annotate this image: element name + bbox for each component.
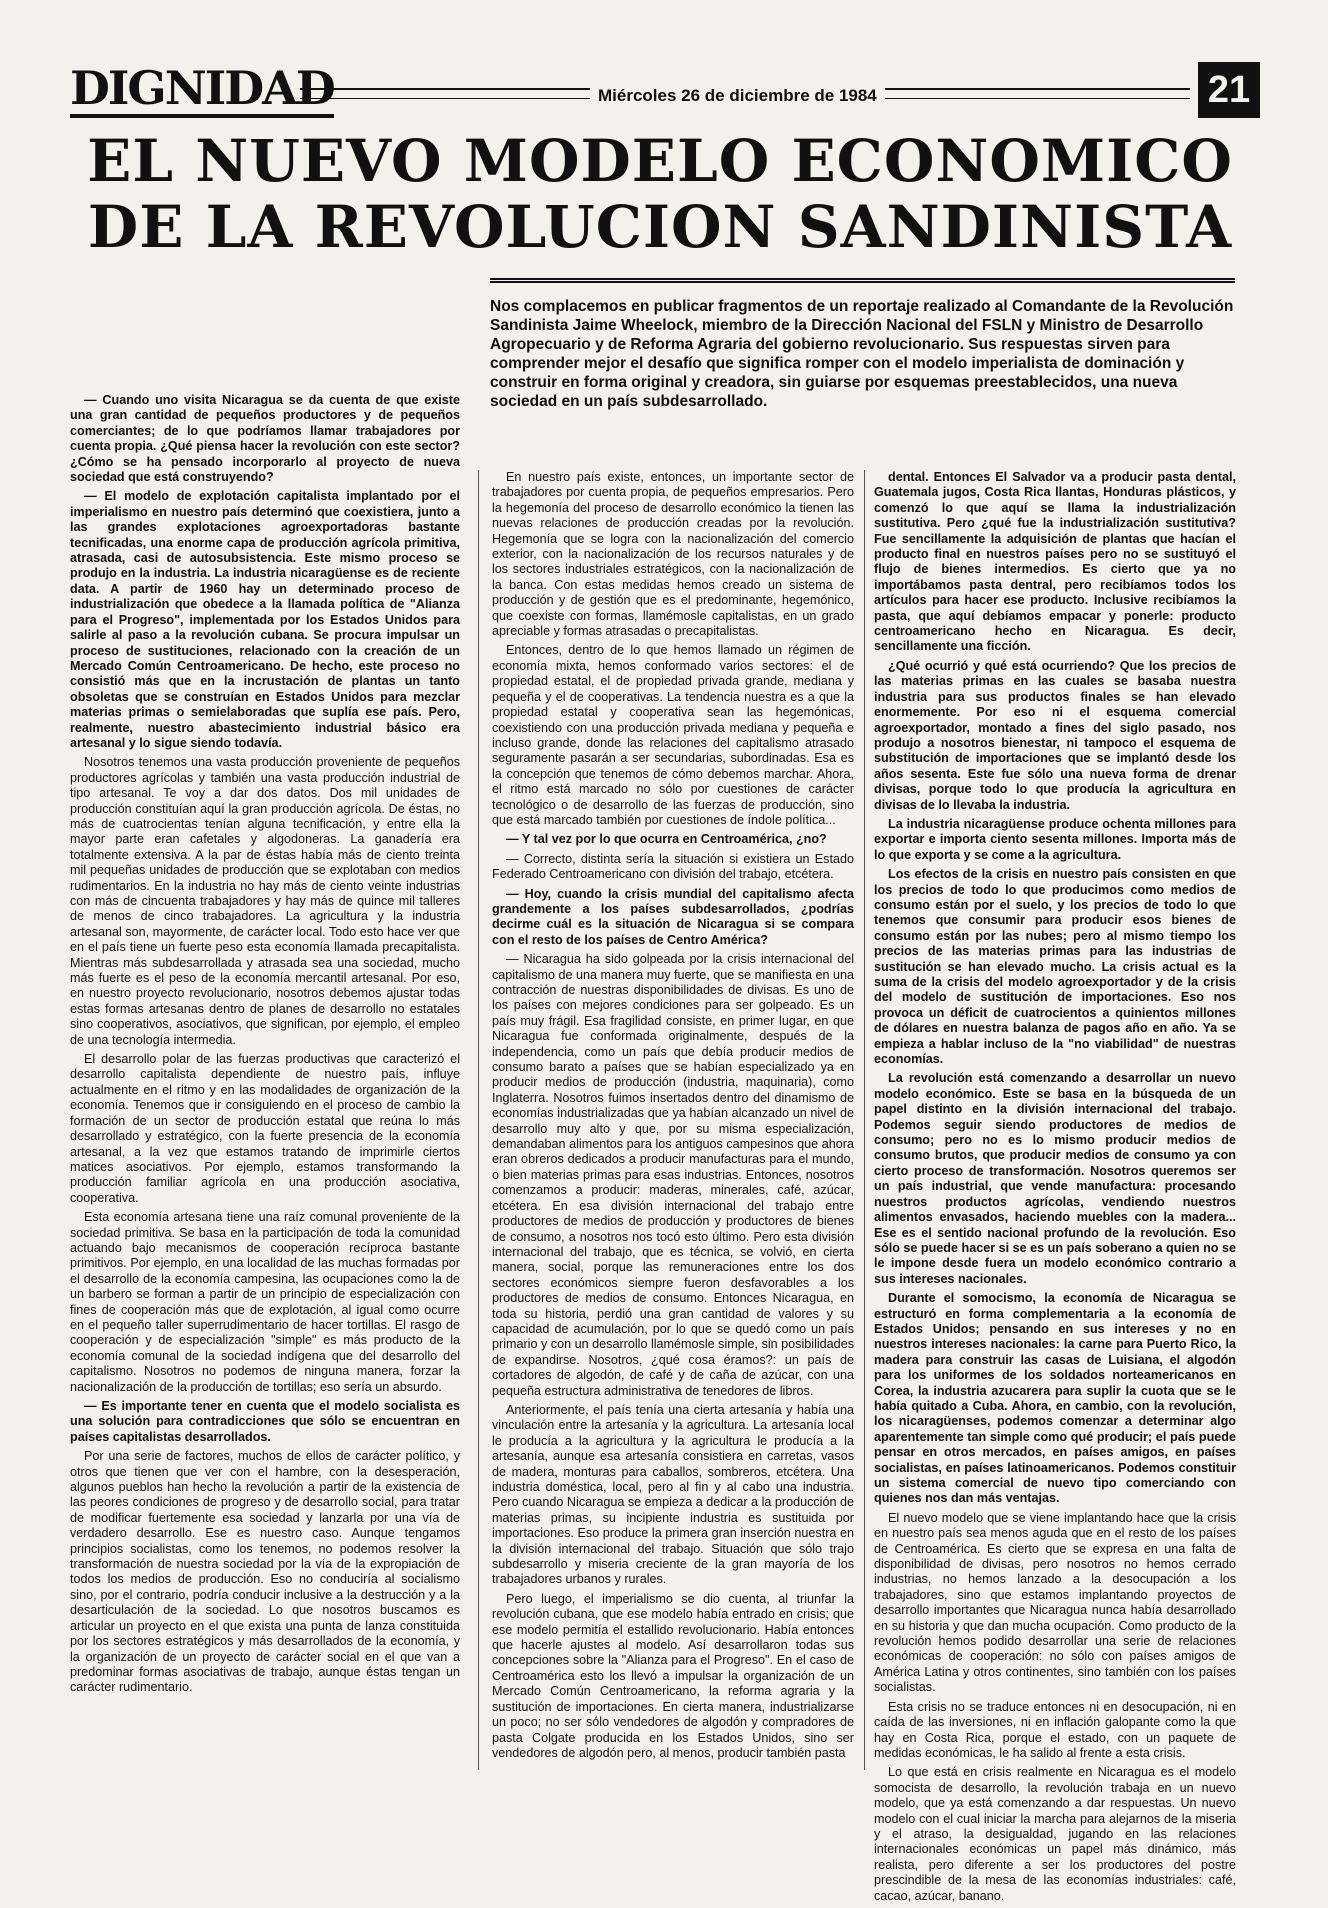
text-column-1 [70, 393, 460, 1700]
column-divider [478, 470, 479, 1770]
body-paragraph: Esta crisis no se traduce entonces ni en desocupación, ni en caída de las inversiones, ni en inflación galopante como la que hay en Costa Rica, porque el estado, con un paquete de medidas económicas, le ha salido al frente a esta crisis. [874, 1699, 1236, 1760]
headline-line-1: EL NUEVO MODELO ECONOMICO [87, 127, 1233, 195]
body-paragraph: Entonces, dentro de lo que hemos llamado un régimen de economía mixta, hemos conformado varios sectores: el de propiedad estatal, el de propiedad privada grande, mediana y pequeña y el de cooperativas. La tendencia nuestra es a que la propiedad estatal y cooperativa sean las hegemónicas, coexistiendo con una producción privada mediana y pequeña e incluso grande, donde las relaciones del capitalismo atrasado seguramente pasarán a ser secundarias, subordinadas. Esa es la concepción que tenemos de cómo debemos marchar. Ahora, el ritmo está marcado no sólo por cuestiones de carácter tecnológico o de desarrollo de las fuerzas de producción, sino que está marcado también por cuestiones de índole política... [492, 643, 854, 827]
newspaper-logo: DIGNIDAD [70, 62, 334, 118]
body-paragraph: Anteriormente, el país tenía una cierta artesanía y había una vinculación entre la artesanía y la agricultura. La artesanía local le producía a la agricultura y la agricultura le producía a la artesanía, aunque esa artesanía consistiera en carretas, vasos de madera, monturas para caballos, sombreros, etcétera. Una industria doméstica, local, pero al fin y al cabo una industria. Pero cuando Nicaragua se empieza a dedicar a la producción de materias primas, su incipiente industria es sustituida por importaciones. Eso produce la primera gran inserción nuestra en la división internacional del trabajo. Situación que sólo trajo subdesarrollo y miseria creciente de la gran mayoría de los trabajadores urbanos y rurales. [492, 1402, 854, 1587]
body-paragraph: La industria nicaragüense produce ochenta millones para exportar e importa ciento sesenta millones. Importa más de lo que exporta y se come a la agricultura. [874, 816, 1236, 862]
body-paragraph: Esta economía artesana tiene una raíz comunal proveniente de la sociedad primitiva. Se basa en la participación de toda la comunidad actuando bajo mecanismos de cooperación recíproca bastante primitivos. Por ejemplo, en una localidad de las muchas formadas por el desarrollo de la economía campesina, las ocupaciones como la de un barbero se forman a partir de un principio de especialización con fines de cooperación más que de explotación, al igual como ocurre en el pequeño taller superrudimentario de hacer tortillas. El rasgo de cooperación y de especialización "simple" es más producto de la economía comunal de la sociedad indígena que del desarrollo del capitalismo. Nosotros no podemos de ninguna manera, forzar la nacionalización de la producción de tortillas; eso sería un absurdo. [70, 1210, 460, 1394]
article-headline [70, 128, 1250, 260]
article-intro: Nos complacemos en publicar fragmentos de un reportaje realizado al Comandante de la Revolución Sandinista Jaime Wheelock, miembro de la Dirección Nacional del FSLN y Ministro de Desarrollo Agropecuario y de Reforma Agraria del gobierno revolucionario. Sus respuestas sirven para comprender mejor el desafío que significa romper con el modelo imperialista de dominación y construir en forma original y creadora, sin guiarse por esquemas preestablecidos, una nueva sociedad en un país subdesarrollado. [490, 278, 1235, 411]
page-number: 21 [1198, 62, 1260, 118]
question-paragraph: — Cuando uno visita Nicaragua se da cuenta de que existe una gran cantidad de pequeños productores y de pequeños comerciantes; de lo que podríamos llamar trabajadores por cuenta propia. ¿Qué piensa hacer la revolución con este sector? ¿Cómo se ha pensado incorporarlo al proyecto de nueva sociedad que está construyendo? [70, 393, 460, 485]
body-paragraph: El desarrollo polar de las fuerzas productivas que caracterizó el desarrollo capitalista dependiente de nuestro país, influye actualmente en el ritmo y en las modalidades de organización de la economía. Tenemos que ir consiguiendo en el proceso de cambio la formación de un sector de producción estatal que reúna lo más desarrollado y estratégico, con la fuerte presencia de la economía artesanal, a la vez que estamos tratando de imprimirle ciertos matices asociativos. Por ejemplo, estamos transformando la producción familiar agrícola en una producción asociativa, cooperativa. [70, 1052, 460, 1205]
body-paragraph: La revolución está comenzando a desarrollar un nuevo modelo económico. Este se basa en la búsqueda de un papel distinto en la división internacional del trabajo. Podemos seguir siendo productores de medios de consumo; pero no es lo mismo producir medios de consumo brutos, que producir medios de consumo ya con cierto proceso de transformación. Nosotros queremos ser un país industrial, que vende manufactura: procesando nuestros productos agrícolas, vendiendo nuestros alimentos envasados, haciendo muebles con la madera... Ese es el sentido nacional profundo de la revolución. Eso sólo se puede hacer si se es un país soberano a quien no se le impone desde fuera un modelo económico contrario a sus intereses nacionales. [874, 1071, 1236, 1286]
question-paragraph: — Hoy, cuando la crisis mundial del capitalismo afecta grandemente a los países subdesarrollados, ¿podrías decirme cuál es la situación de Nicaragua si se compara con el resto de los países de Centro América? [492, 886, 854, 947]
body-paragraph: dental. Entonces El Salvador va a producir pasta dental, Guatemala jugos, Costa Rica llantas, Honduras plásticos, y comenzó lo que aquí se llama la industrialización sustitutiva. Pero ¿qué fue la industrialización sustitutiva? Fue sencillamente la adquisición de plantas que hacían el producto final en nuestros países pero no se sustituyó el flujo de bienes intermedios. Es cierto que ya no importábamos pasta dentral, pero recibíamos todos los artículos para hacer ese producto. Inclusive recibíamos la pasta, que aquí debíamos empacar y ponerle: producto centroamericano hecho en Nicaragua. Es decir, sencillamente una ficción. [874, 470, 1236, 654]
masthead [70, 62, 1260, 120]
question-paragraph: — Es importante tener en cuenta que el modelo socialista es una solución para contradicciones que sólo se encuentran en países capitalistas desarrollados. [70, 1399, 460, 1444]
body-paragraph: Pero luego, el imperialismo se dio cuenta, al triunfar la revolución cubana, que ese modelo había entrado en crisis; que ese modelo permitía el estallido revolucionario. Había entonces que hacerle ajustes al modelo. Así desarrollaron todas sus concepciones sobre la "Alianza para el Progreso". En el caso de Centroamérica esto los llevó a impulsar la organización de un Mercado Común Centroamericano, la reforma agraria y la sustitución de importaciones. En cierta manera, industrializarse un poco; no ser sólo vendedores de algodón y compradores de pasta Colgate producida en los Estados Unidos, sino ser vendedores de algodón pero, al menos, producir también pasta [492, 1591, 854, 1760]
body-paragraph: Nosotros tenemos una vasta producción proveniente de pequeños productores agrícolas y también una vasta producción industrial de tipo artesanal. Te voy a dar dos datos. Dos mil unidades de producción constituían aquí la gran producción agrícola. De éstas, no más de cuatrocientas tenían alguna tecnificación, y entre ella la mayor parte eran cafetales y algodoneras. La ganadería era totalmente extensiva. A la par de éstas había más de ciento treinta mil pequeñas unidades de producción que se explotaban con medios rudimentarios. En la industria no hay más de ciento veinte industrias con más de cincuenta trabajadores y hay más de quince mil talleres de menos de cinco trabajadores. La agricultura y la industria artesanal son, mayormente, de carácter local. Todo esto hace ver que en el país tiene un fuerte peso esta economía llamada precapitalista. Mientras más subdesarrollada y atrasada sea una sociedad, mucho más fuerte es el peso de la economía mercantil artesanal. Por eso, en nuestro proyecto revolucionario, nosotros debemos ajustar todas estas formas artesanas dentro de planes de desarrollo no estatales sino cooperativos, asociativos, que significan, por ejemplo, el empleo de una tecnología intermedia. [70, 755, 460, 1047]
text-column-2 [492, 470, 854, 1765]
question-paragraph: — Y tal vez por lo que ocurra en Centroamérica, ¿no? [506, 832, 827, 847]
body-paragraph: ¿Qué ocurrió y qué está ocurriendo? Que los precios de las materias primas en las cuales se basaba nuestra industria para sus productos finales se han elevado enormemente. Por eso ni el esquema comercial agroexportador, montado a fines del siglo pasado, nos produjo a nosotros bienestar, ni tampoco el esquema de substitución de importaciones que se implantó desde los años sesenta. Este fue sólo una nueva forma de drenar divisas, porque todo lo que producía la agricultura en divisas de lo llevaba la industria. [874, 658, 1236, 812]
body-paragraph: — Nicaragua ha sido golpeada por la crisis internacional del capitalismo de una manera muy fuerte, que se manifiesta en una contracción de nuestras disponibilidades de divisas. Es uno de los países con mejores condiciones para ser golpeado. Es un país muy frágil. Esa fragilidad consiste, en primer lugar, en que Nicaragua fue conformada originalmente, después de la independencia, como un país que debía producir medios de consumo barato a países que se habían especializado ya en producir medios de producción (industria, maquinaria), como Inglaterra. Nosotros fuimos insertados dentro del dinamismo de economías industrializadas que ya habían alcanzado un nivel de desarrollo muy alto y que, por su misma especialización, demandaban alimentos para los antiguos campesinos que ahora eran obreros dedicados a producir manufacturas para el mundo, o bien materias primas para esas industrias. Entonces, nosotros comenzamos a producir: maderas, minerales, café, azúcar, etcétera. En esa división internacional del trabajo entre productores de medios de producción y productores de bienes de consumo, a nosotros nos tocó esto último. Pero esta división internacional del trabajo, que es técnica, se volvió, en cierta manera, social, porque las remuneraciones entre los dos sectores económicos siempre fueron desfavorables a los productores de medios de consumo. Entonces Nicaragua, en toda su historia, perdió una gran cantidad de valores y su capacidad de acumulación, por lo que se quedó como un país primario y con un desarrollo llamémosle simple, sin posibilidades de expandirse. Nosotros, ¿qué cosa éramos?: un país de cortadores de algodón, de café y de caña de azúcar, con una pequeña estructura administrativa de tenedores de libros. [492, 952, 854, 1398]
headline-line-2: DE LA REVOLUCION SANDINISTA [87, 193, 1233, 261]
body-paragraph: En nuestro país existe, entonces, un importante sector de trabajadores por cuenta propia, de pequeños empresarios. Pero la hegemonía del proceso de desarrollo económico la tienen las nuevas relaciones de producción creadas por la revolución. Hegemonía que se logra con la nacionalización del comercio exterior, con la nacionalización de los recursos naturales y de los sectores industriales estratégicos, con la nacionalización de la banca. Con estas medidas hemos creado un sistema de producción y de gestión que es el predominante, hegemónico, que coexiste con formas, llamémosle capitalistas, en un grado apreciable y formas atrasadas o precapitalistas. [492, 470, 854, 639]
body-paragraph: Los efectos de la crisis en nuestro país consisten en que los precios de todo lo que producimos como medios de consumo están por el suelo, y los precios de todo lo que tenemos que consumir para producir esos bienes de consumo están por las nubes; pero al mismo tiempo los precios de las materias primas para las industrias de sustitución se han elevado mucho. La crisis actual es la suma de la crisis del modelo agroexportador y de la crisis del modelo de sustitución de importaciones. Eso nos provoca un déficit de cuatrocientos a quinientos millones de dólares en nuestra balanza de pagos año en año. Ya se empieza a hablar incluso de la "no viabilidad" de nuestras economías. [874, 867, 1236, 1067]
body-paragraph: Por una serie de factores, muchos de ellos de carácter político, y otros que tienen que ver con el hambre, con la desesperación, algunos pueblos han hecho la revolución a partir de la existencia de las peores condiciones de progreso y de desarrollo social, para tratar de modificar fuertemente esa sociedad y lanzarla por una vía de verdadero desarrollo. Ese es nuestro caso. Aunque tengamos principios socialistas, como los tenemos, no podemos resolver la transformación de nuestra sociedad por la vía de la expropiación de todos los medios de producción. Eso no conduciría al socialismo sino, por el contrario, podría conducir inclusive a la destrucción y a la desarticulación de la sociedad. Lo que nosotros buscamos es articular un proyecto en el que exista una punta de lanza constituida por los sectores estratégicos y más desarrollados de la economía, y la organización de un proyecto de carácter social en el que van a predominar formas asociativas de trabajo, aunque éstas tengan un carácter rudimentario. [70, 1449, 460, 1695]
body-paragraph: — Correcto, distinta sería la situación si existiera un Estado Federado Centroamericano con división del trabajo, etcétera. [492, 851, 854, 882]
text-column-3 [874, 470, 1236, 1908]
issue-date: Miércoles 26 de diciembre de 1984 [590, 86, 885, 106]
body-paragraph: El nuevo modelo que se viene implantando hace que la crisis en nuestro país sea menos aguda que en el resto de los países de Centroamérica. Es cierto que se expresa en una falta de disponibilidad de divisas, pero nosotros no hemos cerrado industrias, no hemos lanzado a la desocupación a los trabajadores, sino que estamos implantando proyectos de desarrollo importantes que Nicaragua nunca había desarrollado en su historia y que dan mucha ocupación. Como producto de la revolución hemos podido desarrollar una serie de relaciones económicas de cooperación: no sólo con países amigos de América Latina y otros continentes, sino también con los países socialistas. [874, 1510, 1236, 1695]
body-paragraph: Durante el somocismo, la economía de Nicaragua se estructuró en forma complementaria a la economía de Estados Unidos; pensando en sus intereses y no en nuestros intereses nacionales: la carne para Puerto Rico, la madera para construir las casas de Luisiana, el algodón para los uniformes de los soldados norteamericanos en Corea, la industria azucarera para suplir la cuota que se le había quitado a Cuba. Ahora, en cambio, con la revolución, los nicaragüenses, podemos comenzar a determinar algo aparentemente tan simple como qué producir; el país puede pensar en otros mercados, en países amigos, en países socialistas, en países latinoamericanos. Podemos constituir un sistema comercial de nuevo tipo comerciando con quienes nos dan más ventajas. [874, 1291, 1236, 1506]
column-divider [864, 470, 865, 1770]
answer-paragraph: — El modelo de explotación capitalista implantado por el imperialismo en nuestro país determinó que coexistiera, junto a las grandes explotaciones agroexportadoras bastante tecnificadas, una enorme capa de producción agrícola primitiva, atrasada, casi de autosubsistencia. Este mismo proceso se produjo en la industria. La industria nicaragüense es de reciente data. A partir de 1960 hay un determinado proceso de industrialización que obedece a la llamada política de "Alianza para el Progreso", implementada por los Estados Unidos para salirle al paso a la revolución cubana. Se procura impulsar un proceso de sustituciones, relacionado con la creación de un Mercado Común Centroamericano. De hecho, este proceso no consistió más que en la incrustación de plantas un tanto obsoletas que se construían en Estados Unidos para mezclar materias primas o semielaboradas que suplía ese país. Pero, realmente, nuestro abastecimiento industrial básico era artesanal y lo sigue siendo todavía. [70, 489, 460, 750]
body-paragraph: Lo que está en crisis realmente en Nicaragua es el modelo somocista de desarrollo, la revolución trabaja en un nuevo modelo, que ya está comenzando a dar respuestas. Un nuevo modelo con el cual iniciar la marcha para alejarnos de la miseria y el atraso, la desigualdad, jugando en las relaciones internacionales económicas un papel más dinámico, más realista, pero diferente a ser los productores del postre prescindible de la mesa de las economías industriales: café, cacao, azúcar, banano. [874, 1765, 1236, 1903]
